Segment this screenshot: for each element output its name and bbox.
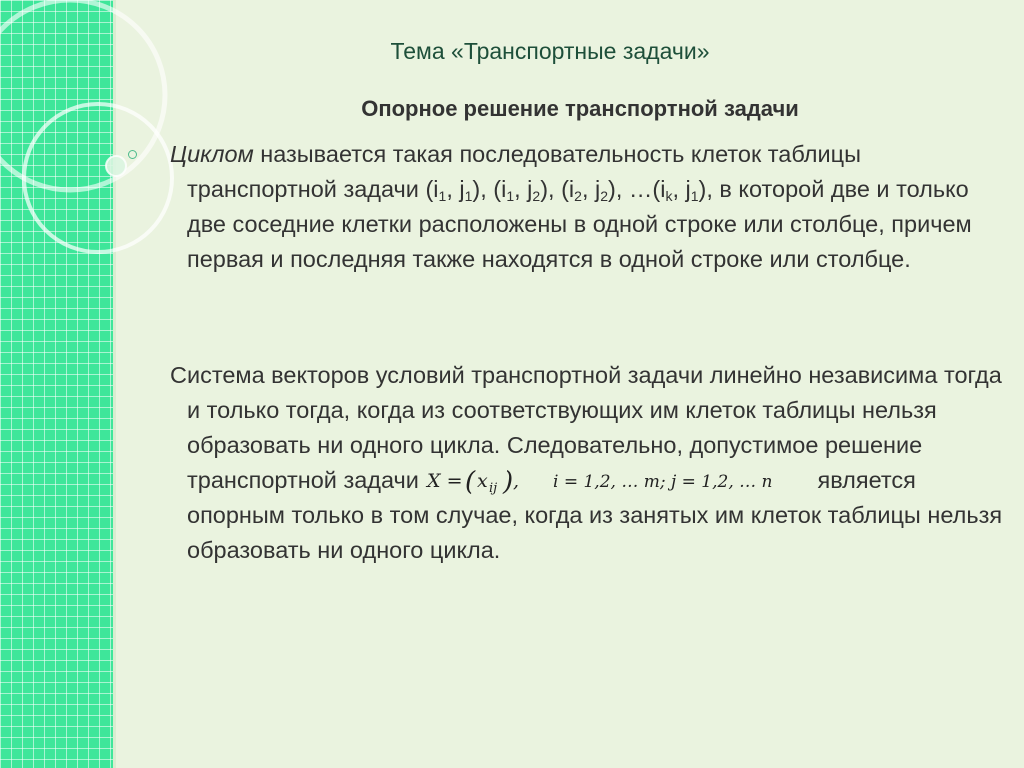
formula-range: i = 1,2, … m; j = 1,2, … n xyxy=(553,472,773,492)
slide-subheading: Опорное решение транспортной задачи xyxy=(361,96,799,121)
text: является опорным только в том случае, когда из занятых им клеток таблицы нельзя образовать ни одного цикла. xyxy=(187,467,1003,563)
subscript: 1 xyxy=(506,188,515,204)
subscript: 1 xyxy=(438,188,447,204)
formula-close-paren: ) xyxy=(503,467,514,497)
slide-title: Тема «Транспортные задачи» xyxy=(390,38,710,64)
theorem-paragraph xyxy=(170,358,1007,568)
text: ), (i xyxy=(540,176,575,202)
formula-subscript-ij: ij xyxy=(489,481,498,496)
text: , j xyxy=(446,176,465,202)
subscript: 2 xyxy=(532,188,541,204)
subscript: 2 xyxy=(600,188,609,204)
text: , j xyxy=(514,176,533,202)
formula-open-paren: ( xyxy=(465,467,476,497)
formula-basic-solution xyxy=(425,465,817,497)
formula-x: x xyxy=(477,470,489,492)
cycle-definition-paragraph xyxy=(170,137,1007,277)
text: ), в которой две и только две соседние клетки расположены в одной строке или столбце, причем первая и последняя также находятся в одной строке или столбце. xyxy=(187,176,972,272)
subscript: 2 xyxy=(574,188,582,204)
term-cycle: Циклом xyxy=(170,141,254,167)
subscript: 1 xyxy=(690,188,699,204)
text: Система векторов условий транспортной задачи линейно независима тогда и только тогда, когда из соответствующих им клеток таблицы нельзя образовать ни одного цикла. Следовательно, допустимое решение транспортной задачи xyxy=(170,362,1002,493)
formula-comma: , xyxy=(513,470,520,492)
text: , j xyxy=(581,176,601,202)
text: ), (i xyxy=(472,176,507,202)
text: называется такая последовательность клеток таблицы транспортной задачи (i xyxy=(187,141,861,202)
formula-lhs: X = xyxy=(427,470,463,492)
subscript: 1 xyxy=(464,188,473,204)
bullet-icon xyxy=(128,150,137,159)
subscript: k xyxy=(665,188,673,204)
text: , j xyxy=(672,176,691,202)
text: ), …(i xyxy=(608,176,666,202)
